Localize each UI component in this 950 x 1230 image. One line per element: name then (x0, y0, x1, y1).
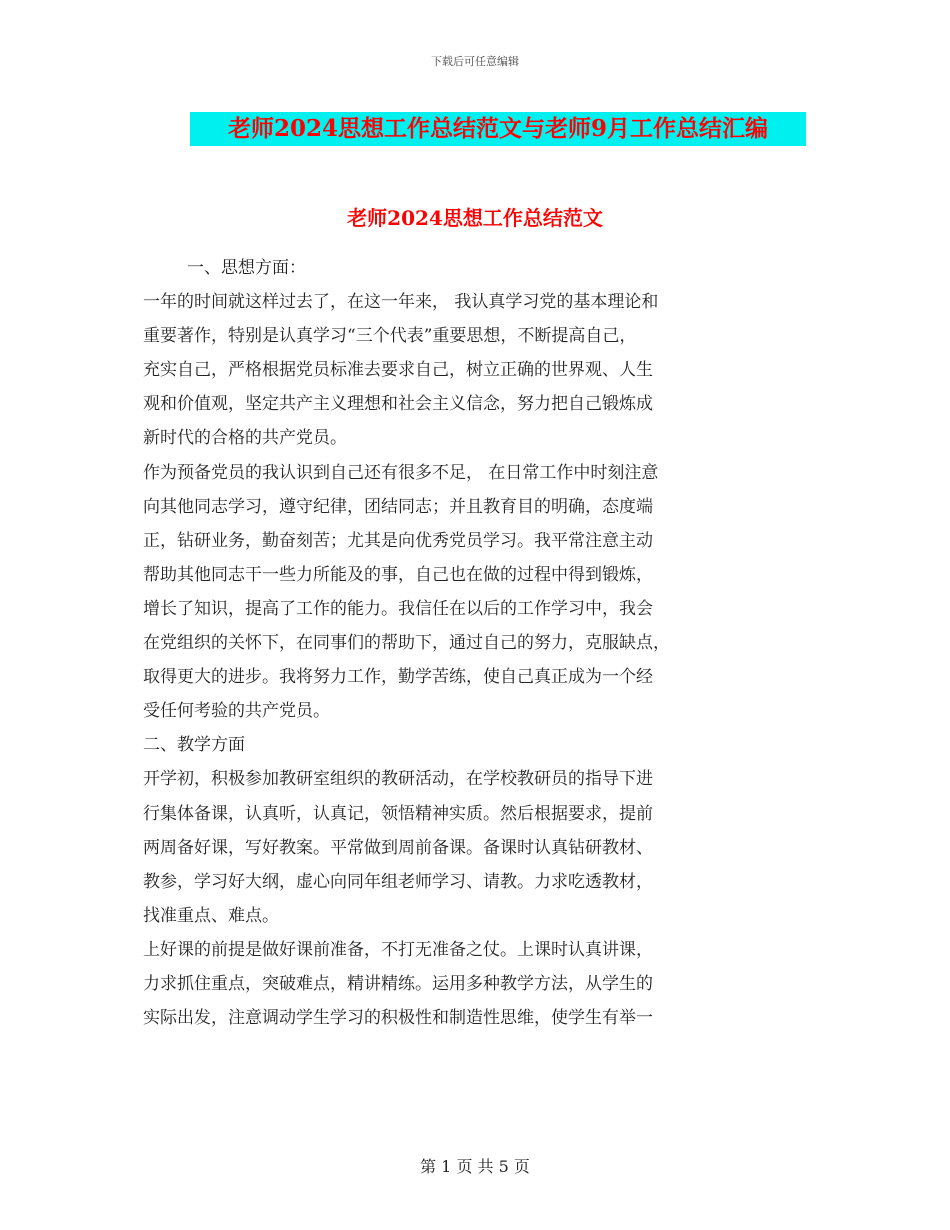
body-line: 作为预备党员的我认识到自己还有很多不足， 在日常工作中时刻注意 (143, 462, 659, 483)
body-line: 取得更大的进步。我将努力工作，勤学苦练，使自己真正成为一个经 (143, 667, 653, 688)
body-line: 在党组织的关怀下，在同事们的帮助下，通过自己的努力，克服缺点， (143, 633, 670, 654)
section-heading: 一、思想方面： (187, 258, 306, 278)
body-line: 教参，学习好大纲，虚心向同年组老师学习、请教。力求吃透教材， (143, 871, 653, 892)
body-line: 两周备好课，写好教案。平常做到周前备课。备课时认真钻研教材、 (143, 837, 653, 858)
body-line: 找准重点、难点。 (143, 905, 279, 926)
body-line: 一年的时间就这样过去了，在这一年来， 我认真学习党的基本理论和 (143, 292, 659, 313)
body-line: 实际出发，注意调动学生学习的积极性和制造性思维，使学生有举一 (143, 1008, 653, 1029)
body-line: 正，钻研业务，勤奋刻苦；尤其是向优秀党员学习。我平常注意主动 (143, 530, 653, 551)
body-line: 增长了知识，提高了工作的能力。我信任在以后的工作学习中，我会 (143, 598, 653, 619)
body-line: 上好课的前提是做好课前准备，不打无准备之仗。上课时认真讲课， (143, 939, 653, 960)
document-body (143, 251, 807, 1035)
body-line: 新时代的合格的共产党员。 (143, 428, 347, 449)
body-line: 重要著作，特别是认真学习“三个代表”重要思想，不断提高自己， (143, 326, 637, 347)
body-line: 向其他同志学习，遵守纪律，团结同志；并且教育目的明确，态度端 (143, 496, 653, 517)
page-number: 第 1 页 共 5 页 (420, 1157, 530, 1176)
body-line: 受任何考验的共产党员。 (143, 701, 330, 722)
body-line: 开学初，积极参加教研室组织的教研活动，在学校教研员的指导下进 (143, 769, 653, 790)
download-note: 下载后可任意编辑 (431, 55, 519, 68)
section-heading: 二、教学方面 (143, 735, 245, 756)
body-line: 观和价值观，坚定共产主义理想和社会主义信念，努力把自己锻炼成 (143, 394, 653, 415)
body-line: 力求抓住重点，突破难点，精讲精练。运用多种教学方法，从学生的 (143, 973, 653, 994)
body-line: 行集体备课，认真听，认真记，领悟精神实质。然后根据要求，提前 (143, 803, 653, 824)
body-line: 帮助其他同志干一些力所能及的事，自己也在做的过程中得到锻炼， (143, 564, 653, 585)
main-title-highlight (190, 112, 806, 146)
section-title: 老师2024思想工作总结范文 (347, 206, 603, 230)
body-line: 充实自己，严格根据党员标准去要求自己，树立正确的世界观、人生 (143, 360, 653, 381)
main-title: 老师2024思想工作总结范文与老师9月工作总结汇编 (227, 115, 769, 142)
